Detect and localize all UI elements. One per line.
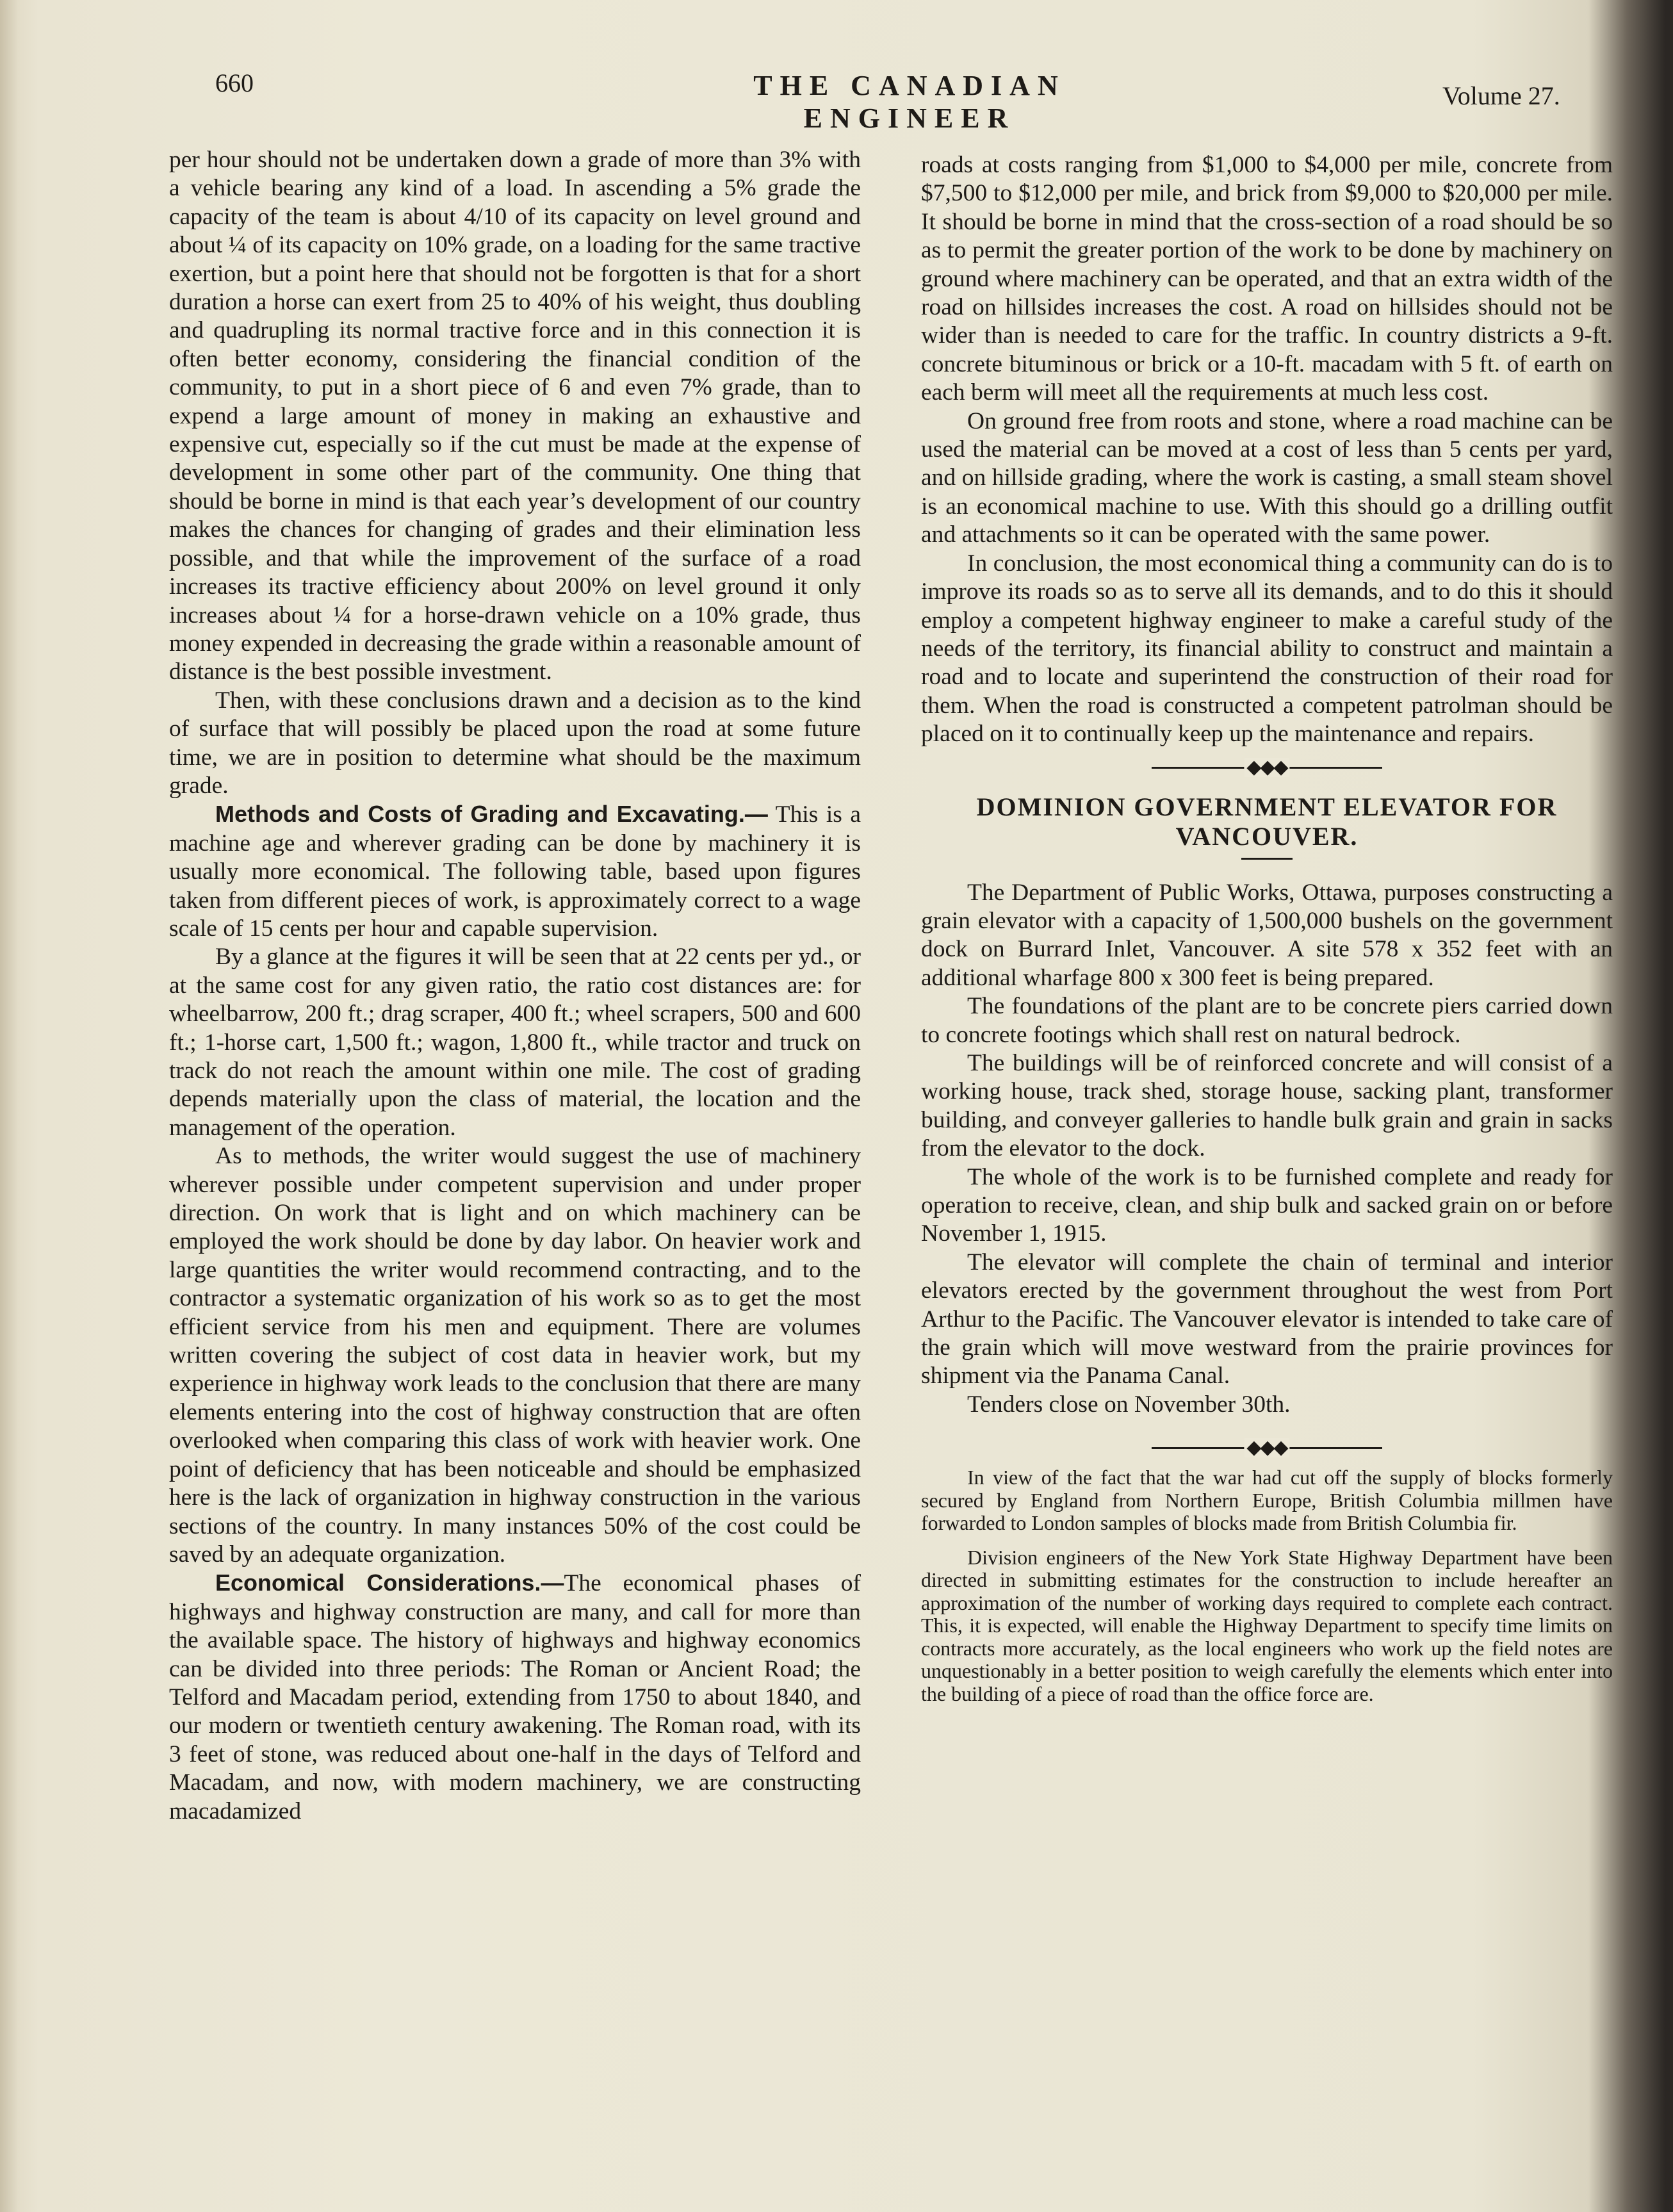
section-divider [1152, 1438, 1382, 1457]
page-number: 660 [215, 69, 254, 97]
article-title: DOMINION GOVERNMENT ELEVATOR FOR VANCOUVER. [976, 792, 1558, 851]
section-divider [1152, 758, 1382, 777]
volume-label: Volume 27. [1442, 81, 1560, 110]
title-rule [1241, 858, 1293, 860]
paragraph-text: This is a machine age and wherever grading can be done by machinery it is usually more economical. The following table, based upon figures taken from different pieces of work, is approximately correct to a wage scale of 15 cents per hour and capable supervision. [169, 801, 861, 942]
paragraph: The whole of the work is to be furnished complete and ready for operation to receive, clean, and ship bulk and sacked grain on or before November 1, 1915. [921, 1163, 1613, 1247]
paragraph: As to methods, the writer would suggest the use of machinery wherever possible under competent supervision and under proper direction. On work that is light and on which machinery can be employed the work should be done by day labor. On heavier work and large quantities the writer would recommend contracting, and to the contractor a systematic organization of his work so as to get the most efficient service from his men and equipment. There are volumes written covering the subject of cost data in heavier work, but my experience in highway work leads to the conclusion that there are many elements entering into the cost of highway construction that are often overlooked when comparing this class of work with heavier work. One point of deficiency that has been noticeable and should be emphasized here is the lack of organization in highway construction in the various sections of the country. In many instances 50% of the cost could be saved by an adequate organization. [169, 1143, 861, 1568]
paragraph: By a glance at the figures it will be seen that at 22 cents per yd., or at the same cost for any given ratio, the ratio cost distances are: for wheelbarrow, 200 ft.; drag scraper, 400 ft.; wheel scrapers, 500 and 600 ft.; 1-horse cart, 1,500 ft.; wagon, 1,800 ft., while tractor and truck on track do not reach the amount within one mile. The cost of grading depends materially upon the class of material, the location and the management of the operation. [169, 944, 861, 1141]
paragraph: Tenders close on November 30th. [967, 1391, 1291, 1418]
subhead-economical: Economical Considerations.— [215, 1569, 564, 1596]
journal-title: THE CANADIAN ENGINEER [753, 70, 1066, 134]
paragraph: roads at costs ranging from $1,000 to $4,000 per mile, concrete from $7,500 to $12,000 per mile, and brick from $9,000 to $20,000 per mile. It should be borne in mind that the cross-section of a road should be so as to permit the greater portion of the work to be done by machinery on ground where machinery can be operated, and that an extra width of the road on hillsides increases the cost. A road on hillsides should not be wider than is needed to care for the traffic. In country districts a 9-ft. concrete bituminous or brick or a 10-ft. macadam with 5 ft. of earth on each berm will meet all the requirements at much less cost. [921, 152, 1613, 406]
gutter-shadow [0, 0, 18, 2212]
paragraph: per hour should not be undertaken down a grade of more than 3% with a vehicle bearing any kind of a load. In ascending a 5% grade the capacity of the team is about 4/10 of its capacity on level ground and about ¼ of its capacity on 10% grade, on a loading for the same tractive exertion, but a point here that should not be forgotten is that for a short duration a horse can exert from 25 to 40% of his weight, thus doubling and quadrupling its normal tractive force and in this connection it is often better economy, considering the financial condition of the community, to put in a short piece of 6 and even 7% grade, than to expend a large amount of money in making an exhaustive and expensive cut, especially so if the cut must be made at the expense of development in some other part of the community. One thing that should be borne in mind is that each year’s development of our country makes the chances for changing of grades and their elimination less possible, and that while the improvement of the surface of a road increases its tractive efficiency about 200% on level ground it only increases about ¼ for a horse-drawn vehicle on a 10% grade, thus money expended in decreasing the grade within a reasonable amount of distance is the best possible investment. [169, 147, 861, 685]
left-column [169, 146, 861, 1826]
paragraph-with-subhead [169, 800, 861, 943]
paragraph-text: The economical phases of highways and highway construction are many, and call for more than the available space. The history of highways and highway economics can be divided into three periods: The Roman or Ancient Road; the Telford and Macadam period, extending from 1750 to about 1840, and our modern or twentieth century awakening. The Roman road, with its 3 feet of stone, was reduced about one-half in the days of Telford and Macadam, and now, with modern machinery, we are constructing macadamized [169, 1570, 861, 1824]
divider-ornament-icon: ◆◆◆ [1244, 1438, 1289, 1457]
paragraph: The foundations of the plant are to be concrete piers carried down to concrete footings which shall rest on natural bedrock. [921, 993, 1613, 1048]
subhead-grading: Methods and Costs of Grading and Excavating.— [215, 801, 768, 828]
paragraph: The buildings will be of reinforced concrete and will consist of a working house, track shed, storage house, sacking plant, transformer building, and conveyer galleries to handle bulk grain and grain in sacks from the elevator to the dock. [921, 1049, 1613, 1162]
paragraph: In conclusion, the most economical thing a community can do is to improve its roads so as to serve all its demands, and to do this it should employ a competent highway engineer to make a careful study of the needs of the territory, its financial ability to construct and maintain a road and to locate and superintend the construction of their road for them. When the road is constructed a competent patrolman should be placed on it to continually keep up the maintenance and repairs. [921, 550, 1613, 748]
paragraph: The Department of Public Works, Ottawa, purposes constructing a grain elevator with a capacity of 1,500,000 bushels on the government dock on Burrard Inlet, Vancouver. A site 578 x 352 feet with an additional wharfage 800 x 300 feet is being prepared. [921, 879, 1613, 991]
divider-ornament-icon: ◆◆◆ [1244, 758, 1289, 777]
news-notes [921, 1466, 1613, 1705]
paragraph: Then, with these conclusions drawn and a decision as to the kind of surface that will possibly be placed upon the road at some future time, we are in position to determine what should be the maximum grade. [169, 687, 861, 799]
paragraph-with-subhead [169, 1569, 861, 1826]
news-note: Division engineers of the New York State Highway Department have been directed in submitting estimates for the construction to include hereafter an approximation of the number of working days required to complete each contract. This, it is expected, will enable the Highway Department to specify time limits on contracts more accurately, as the local engineers who work up the field notes are unquestionably in a better position to weigh carefully the elements which enter into the building of a piece of road than the office force are. [921, 1545, 1613, 1705]
news-note: In view of the fact that the war had cut off the supply of blocks formerly secured by England from Northern Europe, British Columbia millmen have forwarded to London samples of blocks made from British Columbia fir. [921, 1466, 1613, 1535]
paragraph: On ground free from roots and stone, where a road machine can be used the material can be moved at a cost of less than 5 cents per yard, and on hillside grading, where the work is casting, a small steam shovel is an economical machine to use. With this should go a drilling outfit and attachments so it can be operated with the same power. [921, 407, 1613, 548]
right-column [921, 151, 1613, 1705]
paragraph: The elevator will complete the chain of terminal and interior elevators erected by the government throughout the west from Port Arthur to the Pacific. The Vancouver elevator is intended to take care of the grain which will move westward from the prairie provinces for shipment via the Panama Canal. [921, 1249, 1613, 1389]
